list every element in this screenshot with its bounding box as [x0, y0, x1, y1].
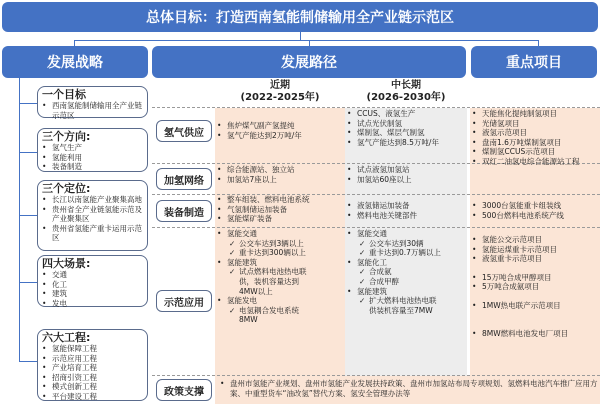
strategy-positions [37, 180, 148, 251]
period-near-years: (2022-2025年) [240, 92, 320, 103]
list-item: • 500台燃料电池系统产线 [470, 211, 600, 221]
list-item: • 双红二油氢电综合能源站工程 [470, 157, 600, 167]
strategy-scenarios [37, 255, 148, 307]
list-item: 供装机容量至7MW [369, 305, 433, 315]
list-item: • 煤制氢、煤层气制氢 [345, 128, 467, 138]
tree-branch [19, 215, 37, 216]
list-item: • 氢能运煤重卡示范项目 [470, 245, 600, 255]
strategy-item: • 氢能保障工程 [42, 344, 143, 354]
strategy-item: • 化工 [42, 280, 143, 290]
list-item: • 3000台氢能重卡组装线 [470, 201, 600, 211]
equipment-near [215, 195, 345, 224]
strategy-item: • 交通 [42, 270, 143, 280]
strategy-item: • 示范应用工程 [42, 354, 143, 364]
strategy-item: • 招商引资工程 [42, 373, 143, 383]
list-item: ✓ 公交车达到3辆以上 [215, 239, 345, 249]
supply-near [215, 121, 345, 140]
list-item: • 氢能化工 [345, 258, 470, 268]
period-near [215, 80, 345, 104]
period-mid-name: 中长期 [391, 80, 421, 91]
strategy-item: • 模式创新工程 [42, 382, 143, 392]
list-item: • 光储氢项目 [470, 119, 600, 129]
demo-projects [470, 235, 600, 338]
strategy-item: • 平台建设工程 [42, 392, 143, 402]
category-refueling-network: 加氢网络 [156, 168, 212, 190]
strategy-item: • 发电 [42, 299, 143, 309]
supply-mid [345, 109, 467, 147]
list-item: • 5万吨合成氨项目 [470, 282, 600, 292]
row-divider [152, 107, 600, 108]
list-item: • 盘南1.6万吨煤制氢项目 [470, 138, 600, 148]
tree-branch [19, 152, 37, 153]
list-item: • 氢能交通 [345, 229, 470, 239]
network-mid [345, 165, 467, 184]
strategy-title: 三个定位: [42, 182, 91, 195]
list-item: • 8MW燃料电池发电厂项目 [470, 329, 600, 339]
spacer [470, 292, 600, 301]
tree-line [19, 78, 20, 361]
list-item: • 氢能发电 [215, 296, 345, 306]
row-divider [152, 227, 600, 228]
strategy-item: • 建筑 [42, 289, 143, 299]
list-item: • 氢能公交示范项目 [470, 235, 600, 245]
strategy-title: 六大工程: [42, 331, 91, 344]
strategy-item: • 贵州省全产业链氢能示范及产业聚集区 [42, 205, 143, 224]
list-item: 8MW [239, 315, 258, 325]
list-item: • 氢能煤矿装备 [215, 214, 345, 224]
list-item: • 焦炉煤气副产氢提纯 [215, 121, 345, 131]
strategy-title: 四大场景: [42, 257, 91, 270]
strategy-item: • 产业培育工程 [42, 363, 143, 373]
list-item: • 整车组装、燃料电池系统 [215, 195, 345, 205]
list-item: ✓ 重卡达到300辆以上 [215, 248, 345, 258]
list-item: ✓ 合成氨 [345, 267, 470, 277]
header-path: 发展路径 [152, 46, 466, 78]
demo-mid [345, 229, 470, 315]
connector [74, 40, 538, 41]
list-item: • 综合能源站、独立站 [215, 165, 345, 175]
header-projects: 重点项目 [471, 46, 597, 78]
strategy-title: 一个目标 [42, 88, 86, 101]
list-item: • 气氢制储运加装备 [215, 205, 345, 215]
strategy-title: 三个方向: [42, 130, 91, 143]
header-strategy: 发展战略 [2, 46, 148, 78]
list-item: • CCUS、液氢生产 [345, 109, 467, 119]
strategy-item: • 氢气生产 [42, 143, 143, 153]
list-item: • 加氢站7座以上 [215, 175, 345, 185]
list-item: • 液氢储运加装备 [345, 201, 467, 211]
row-divider [152, 375, 600, 376]
tree-branch [19, 361, 37, 362]
network-near [215, 165, 345, 184]
equipment-projects [470, 201, 600, 220]
list-item: • 煤制氢CCUS示范项目 [470, 147, 600, 157]
list-item: • 试点光伏制氢 [345, 119, 467, 129]
strategy-directions [37, 128, 148, 172]
period-near-name: 近期 [270, 80, 290, 91]
list-item: • 氢气产能达到2万吨/年 [215, 131, 345, 141]
list-item: ✓ 试点燃料电池热电联 [215, 267, 345, 277]
strategy-item: • 装备制造 [42, 162, 143, 172]
strategy-item: • 长江以南氢能产业聚集高地 [42, 195, 143, 205]
list-item: ✓ 重卡达到0.7万辆以上 [345, 248, 470, 258]
strategy-projects [37, 329, 148, 401]
connector [300, 32, 301, 40]
list-item: • 加氢站60座以上 [345, 175, 467, 185]
list-item: • 液氢示范项目 [470, 128, 600, 138]
list-item: • 1MW热电联产示范项目 [470, 301, 600, 311]
list-item: • 15万吨合成甲醇项目 [470, 273, 600, 283]
list-item: ✓ 公交车达到30辆 [345, 239, 470, 249]
period-mid [345, 80, 467, 104]
strategy-goal [37, 86, 148, 118]
strategy-item: • 氢能利用 [42, 153, 143, 163]
strategy-item: • 西南氢能制储输用全产业链示范区 [42, 101, 143, 120]
category-policy: 政策支撑 [156, 379, 212, 401]
spacer [470, 311, 600, 320]
network-projects [470, 157, 600, 167]
list-item: • 试点液氢加氢站 [345, 165, 467, 175]
list-item: • 液氢重卡示范项目 [470, 254, 600, 264]
list-item: • 氢能建筑 [345, 287, 470, 297]
spacer [470, 320, 600, 329]
list-item: 4MW以上 [239, 286, 273, 296]
list-item: 供，装机容量达到 [239, 276, 299, 286]
category-hydrogen-supply: 氢气供应 [156, 120, 212, 142]
list-item: ✓ 电氢耦合发电系统 [215, 306, 345, 316]
list-item: • 氢能建筑 [215, 258, 345, 268]
equipment-mid [345, 201, 467, 220]
spacer [470, 264, 600, 273]
list-item: • 氢气产能达到8.5万吨/年 [345, 138, 467, 148]
list-item: • 天能焦化提纯制氢项目 [470, 109, 600, 119]
demo-near [215, 229, 345, 325]
list-item: ✓ 合成甲醇 [345, 277, 470, 287]
tree-branch [19, 103, 37, 104]
list-item: • 氢能交通 [215, 229, 345, 239]
list-item: • 燃料电池关键部件 [345, 211, 467, 221]
supply-projects [470, 109, 600, 157]
strategy-item: • 贵州省氢能产重卡运用示范区 [42, 224, 143, 243]
list-item: ✓ 扩大燃料电池热电联 [345, 296, 470, 306]
period-mid-years: (2026-2030年) [366, 92, 446, 103]
policy-text: • 盘州市氢能产业规划、盘州市氢能产业发展扶持政策、盘州市加氢站布局专项规划、氢燃料电池汽车推广应用方案、中重型货车“油改氢”替代方案、氢安全管理办法等 [218, 379, 598, 399]
tree-branch [19, 282, 37, 283]
category-equipment: 装备制造 [156, 200, 212, 222]
category-demonstration: 示范应用 [156, 290, 212, 312]
overall-goal-banner: 总体目标：打造西南氢能制储输用全产业链示范区 [2, 2, 598, 32]
